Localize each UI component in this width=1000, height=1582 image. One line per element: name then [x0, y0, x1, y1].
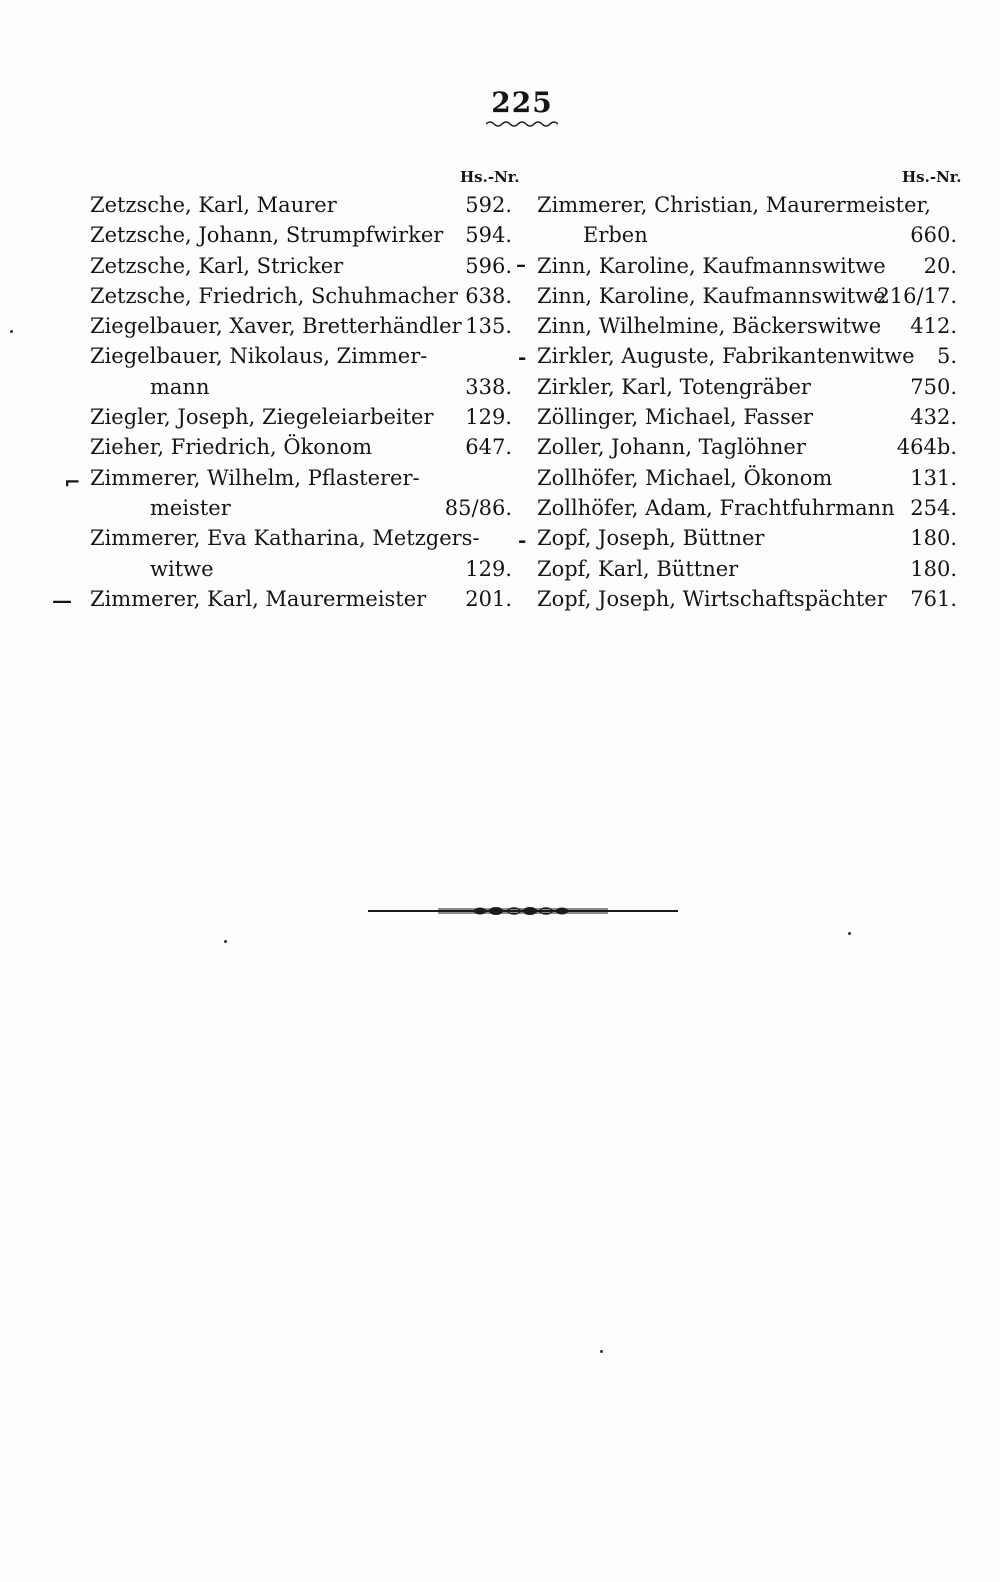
list-item: Zetzsche, Friedrich, Schuhmacher 638. [90, 283, 512, 308]
list-item: Zimmerer, Wilhelm, Pflasterer- [90, 465, 420, 490]
page-number-underline [486, 120, 558, 128]
list-item: Zinn, Wilhelmine, Bäckerswitwe 412. [537, 314, 957, 339]
margin-mark: - [518, 528, 527, 552]
list-item: Erben 660. [583, 223, 957, 248]
list-item: Zollhöfer, Michael, Ökonom 131. [537, 465, 957, 490]
section-ornament-rule [368, 900, 678, 922]
paper-speck [600, 1350, 603, 1353]
list-item: Zinn, Karoline, Kaufmannswitwe 20. [537, 253, 957, 278]
paper-speck [848, 932, 851, 935]
left-column-list [90, 190, 512, 614]
margin-mark: — [52, 588, 72, 612]
list-item: Ziegelbauer, Xaver, Bretterhändler 135. [90, 314, 512, 339]
list-item: meister 85/86. [150, 495, 512, 520]
list-item: Zimmerer, Christian, Maurermeister, [537, 193, 931, 217]
list-item: Zöllinger, Michael, Fasser 432. [537, 405, 957, 430]
list-item: Zinn, Karoline, Kaufmannswitwe 216/17. [537, 283, 957, 308]
list-item: Zetzsche, Johann, Strumpfwirker 594. [90, 223, 512, 248]
right-column-header: Hs.-Nr. [902, 168, 962, 186]
paper-speck [224, 940, 227, 943]
list-item: Zopf, Joseph, Büttner 180. [537, 526, 957, 551]
margin-mark: - [518, 345, 527, 369]
right-column-list [537, 190, 957, 614]
list-item: Ziegelbauer, Nikolaus, Zimmer- [90, 344, 428, 369]
list-item: Zimmerer, Eva Katharina, Metzgers- [90, 526, 480, 551]
page-number: 225 [491, 86, 553, 119]
margin-mark: ⌐ [64, 470, 81, 494]
margin-mark: – [516, 252, 526, 276]
list-item: Zirkler, Auguste, Fabrikantenwitwe 5. [537, 344, 957, 369]
left-column-header: Hs.-Nr. [460, 168, 520, 186]
list-item: Zieher, Friedrich, Ökonom 647. [90, 435, 512, 460]
paper-speck [10, 330, 13, 333]
list-item: Zoller, Johann, Taglöhner 464b. [537, 435, 957, 460]
list-item: Ziegler, Joseph, Ziegeleiarbeiter 129. [90, 405, 512, 430]
list-item: mann 338. [150, 374, 512, 399]
list-item: witwe 129. [150, 556, 512, 581]
list-item: Zollhöfer, Adam, Frachtfuhrmann 254. [537, 495, 957, 520]
list-item: Zopf, Karl, Büttner 180. [537, 556, 957, 581]
list-item: Zetzsche, Karl, Maurer 592. [90, 193, 512, 217]
list-item: Zopf, Joseph, Wirtschaftspächter 761. [537, 586, 957, 611]
list-item: Zirkler, Karl, Totengräber 750. [537, 374, 957, 399]
list-item: Zimmerer, Karl, Maurermeister 201. [90, 586, 512, 611]
list-item: Zetzsche, Karl, Stricker 596. [90, 253, 512, 278]
